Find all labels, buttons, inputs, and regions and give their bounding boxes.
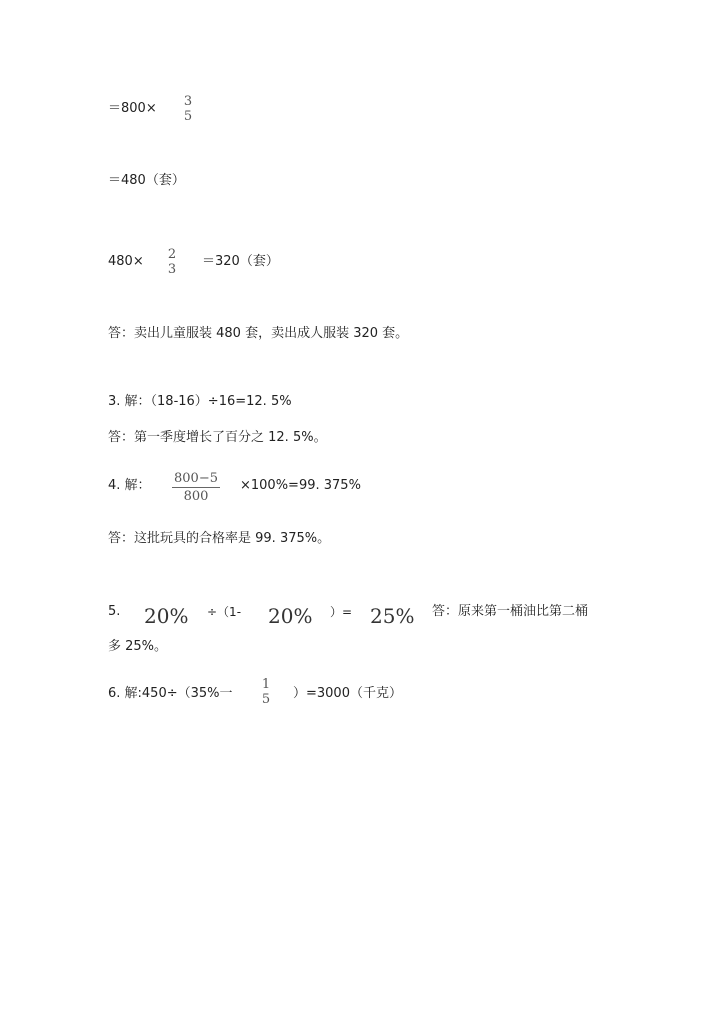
calc-line-3-suffix: ＝320（套） [202,254,279,269]
fraction-1-5 [259,677,273,707]
fraction-bar [172,487,220,488]
question-3-solution: 3. 解：（18-16）÷16=12. 5% [108,394,292,409]
fraction-3-5 [181,94,195,124]
fraction-denominator: 5 [183,109,193,124]
answer-1: 答：卖出儿童服装 480 套，卖出成人服装 320 套。 [108,326,409,341]
calc-line-2-text: ＝480（套） [108,173,185,188]
fraction-numerator: 1 [261,677,271,692]
fraction-denominator: 3 [167,262,177,277]
q5-value-2: 20% [268,604,313,628]
question-5-label: 5. [108,604,121,619]
q5-operator-1: ÷（1- [207,605,242,619]
question-4-suffix: ×100%=99. 375% [240,478,361,493]
q5-value-3: 25% [370,604,415,628]
calc-line-1 [108,101,157,117]
question-6-suffix: ）=3000（千克） [293,686,402,701]
answer-5-line-1: 答：原来第一桶油比第二桶 [432,604,589,619]
question-4-label: 4. 解： [108,478,151,493]
calc-line-3 [108,254,144,270]
calc-line-3-prefix: 480× [108,254,144,269]
fraction-denominator: 800 [183,489,209,504]
fraction-numerator: 2 [167,247,177,262]
fraction-800-5-over-800 [172,471,220,504]
answer-5-line-2: 多 25%。 [108,639,168,654]
q5-operator-2: ）= [330,605,353,619]
answer-3: 答：第一季度增长了百分之 12. 5%。 [108,430,327,445]
answer-4: 答：这批玩具的合格率是 99. 375%。 [108,531,331,546]
fraction-2-3 [165,247,179,277]
fraction-numerator: 3 [183,94,193,109]
fraction-numerator: 800−5 [174,471,218,486]
calc-line-1-prefix: ＝800× [108,101,157,116]
fraction-denominator: 5 [261,692,271,707]
q5-value-1: 20% [144,604,189,628]
calc-line-2 [108,173,185,189]
question-6-prefix: 6. 解:450÷（35%一 [108,686,233,701]
